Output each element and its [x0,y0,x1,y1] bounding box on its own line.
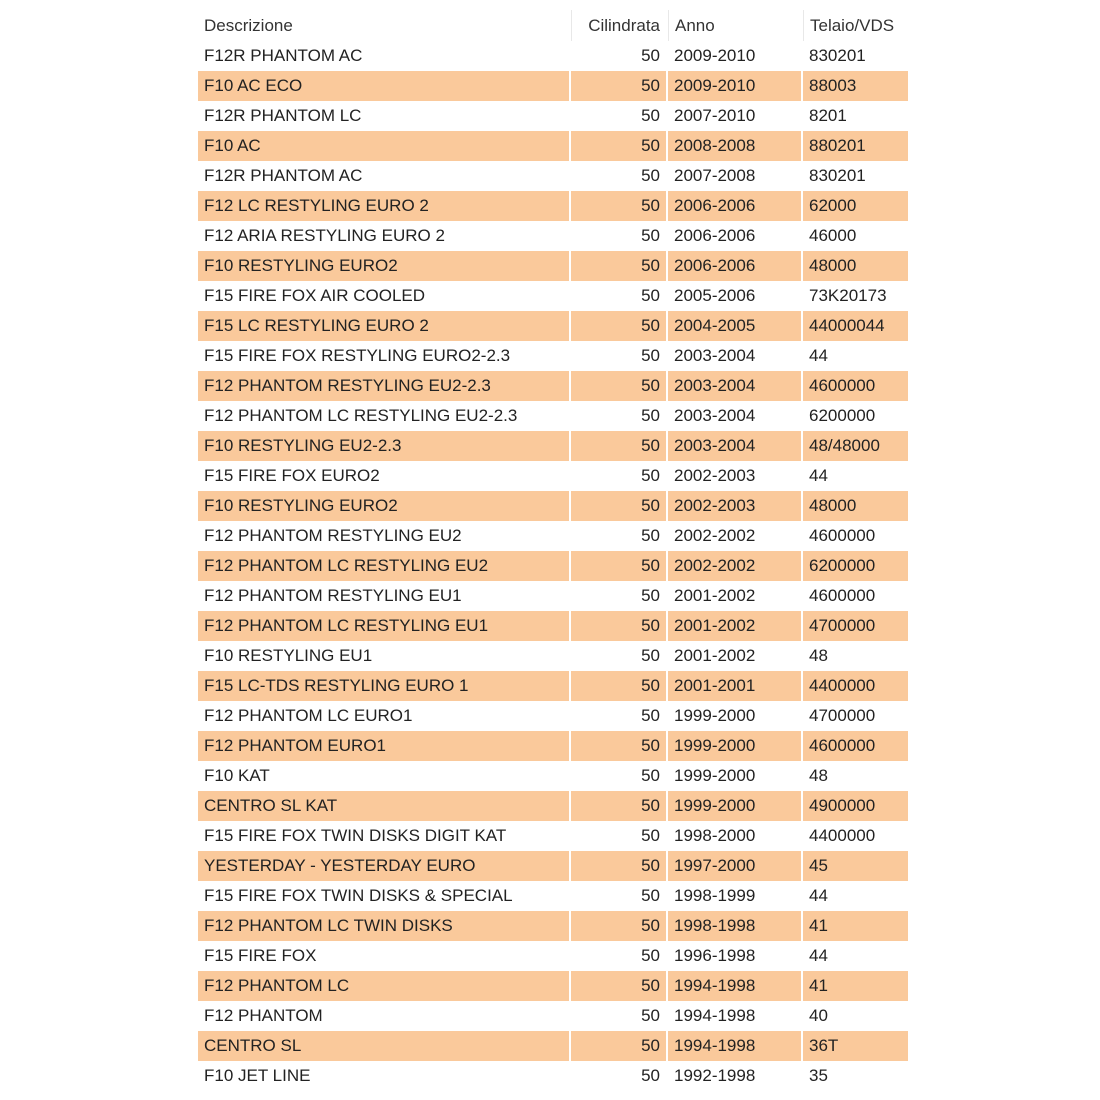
table-row[interactable] [198,731,908,761]
table-row[interactable] [198,491,908,521]
cell-telaio: 41 [803,911,908,941]
table-row[interactable] [198,161,908,191]
cell-descrizione: F15 FIRE FOX [204,946,317,965]
cell-descrizione: F10 KAT [204,766,270,785]
cell-cilindrata: 50 [641,826,660,845]
cell-telaio: 44000044 [803,311,908,341]
table-row[interactable] [198,191,908,221]
cell-anno: 1998-1998 [668,911,801,941]
cell-anno: 2001-2002 [674,646,756,665]
cell-cilindrata: 50 [641,166,660,185]
cell-descrizione: F12 PHANTOM EURO1 [198,731,569,761]
cell-descrizione: F12R PHANTOM AC [204,166,363,185]
cell-anno: 1996-1998 [674,946,756,965]
cell-cilindrata: 50 [571,671,666,701]
cell-cilindrata: 50 [641,886,660,905]
cell-telaio: 48/48000 [803,431,908,461]
column-header-telaio[interactable]: Telaio/VDS [803,10,908,41]
cell-cilindrata: 50 [571,71,666,101]
cell-cilindrata: 50 [571,791,666,821]
cell-cilindrata: 50 [641,46,660,65]
cell-telaio: 88003 [803,71,908,101]
table-row[interactable] [198,431,908,461]
cell-descrizione: F15 FIRE FOX RESTYLING EURO2-2.3 [204,346,511,365]
cell-telaio: 48000 [803,491,908,521]
cell-cilindrata: 50 [641,946,660,965]
cell-cilindrata: 50 [571,251,666,281]
cell-cilindrata: 50 [641,646,660,665]
cell-anno: 2002-2002 [674,526,756,545]
cell-cilindrata: 50 [571,431,666,461]
cell-anno: 1994-1998 [674,1006,756,1025]
table-row[interactable] [198,551,908,581]
cell-telaio: 830201 [809,46,866,65]
cell-cilindrata: 50 [641,346,660,365]
cell-anno: 2007-2008 [674,166,756,185]
table-row[interactable] [198,521,908,551]
cell-telaio: 44 [809,946,828,965]
cell-descrizione: F12 PHANTOM LC TWIN DISKS [198,911,569,941]
cell-descrizione: F15 LC RESTYLING EURO 2 [198,311,569,341]
table-row[interactable] [198,371,908,401]
cell-telaio: 8201 [809,106,847,125]
cell-telaio: 40 [809,1006,828,1025]
cell-anno: 2001-2001 [668,671,801,701]
cell-descrizione: F12 PHANTOM RESTYLING EU1 [204,586,462,605]
cell-anno: 1992-1998 [674,1066,756,1085]
cell-telaio: 73K20173 [809,286,887,305]
table-row[interactable] [198,131,908,161]
cell-telaio: 880201 [803,131,908,161]
cell-descrizione: F15 FIRE FOX TWIN DISKS & SPECIAL [204,886,513,905]
cell-telaio: 6200000 [803,551,908,581]
cell-cilindrata: 50 [571,371,666,401]
cell-descrizione: F12R PHANTOM AC [204,46,363,65]
cell-cilindrata: 50 [571,851,666,881]
table-row[interactable] [198,881,908,911]
cell-descrizione: F15 FIRE FOX AIR COOLED [204,286,426,305]
cell-anno: 2003-2004 [674,346,756,365]
cell-descrizione: F12 PHANTOM LC RESTYLING EU2-2.3 [204,406,518,425]
cell-telaio: 41 [803,971,908,1001]
cell-descrizione: F10 RESTYLING EURO2 [198,491,569,521]
cell-telaio: 36T [803,1031,908,1061]
cell-anno: 1999-2000 [674,706,756,725]
cell-anno: 1998-2000 [674,826,756,845]
cell-telaio: 48000 [803,251,908,281]
cell-descrizione: F12 PHANTOM [204,1006,323,1025]
cell-telaio: 4400000 [809,826,876,845]
models-table [196,10,910,1091]
cell-descrizione: F10 RESTYLING EURO2 [198,251,569,281]
cell-anno: 2006-2006 [674,226,756,245]
cell-anno: 1998-1999 [674,886,756,905]
cell-cilindrata: 50 [641,106,660,125]
cell-descrizione: F12R PHANTOM LC [204,106,362,125]
table-row[interactable] [198,581,908,611]
cell-cilindrata: 50 [641,526,660,545]
table-row[interactable] [198,401,908,431]
cell-cilindrata: 50 [571,1031,666,1061]
table-row[interactable] [198,1061,908,1091]
cell-anno: 2006-2006 [668,251,801,281]
cell-cilindrata: 50 [571,491,666,521]
cell-descrizione: CENTRO SL [198,1031,569,1061]
cell-cilindrata: 50 [571,131,666,161]
table-header [198,10,908,41]
cell-anno: 1999-2000 [674,766,756,785]
cell-anno: 1994-1998 [668,971,801,1001]
cell-telaio: 62000 [803,191,908,221]
cell-telaio: 45 [803,851,908,881]
cell-telaio: 4700000 [803,611,908,641]
cell-cilindrata: 50 [641,466,660,485]
cell-descrizione: F12 PHANTOM LC [198,971,569,1001]
cell-descrizione: F15 FIRE FOX TWIN DISKS DIGIT KAT [204,826,507,845]
cell-cilindrata: 50 [571,971,666,1001]
cell-cilindrata: 50 [641,226,660,245]
cell-descrizione: F10 RESTYLING EU1 [204,646,373,665]
cell-anno: 2009-2010 [674,46,756,65]
table-row[interactable] [198,71,908,101]
cell-anno: 2009-2010 [668,71,801,101]
cell-descrizione: F15 FIRE FOX EURO2 [204,466,380,485]
cell-descrizione: F12 ARIA RESTYLING EURO 2 [204,226,445,245]
cell-cilindrata: 50 [641,286,660,305]
table-row[interactable] [198,641,908,671]
cell-telaio: 48 [809,766,828,785]
table-row[interactable] [198,1031,908,1061]
cell-anno: 2003-2004 [668,431,801,461]
table-row[interactable] [198,671,908,701]
cell-telaio: 4600000 [809,526,876,545]
table-row[interactable] [198,941,908,971]
cell-telaio: 4900000 [803,791,908,821]
cell-anno: 2006-2006 [668,191,801,221]
table-row[interactable] [198,221,908,251]
cell-telaio: 6200000 [809,406,876,425]
table-row[interactable] [198,281,908,311]
cell-descrizione: F12 PHANTOM LC RESTYLING EU1 [198,611,569,641]
table-row[interactable] [198,311,908,341]
table-row[interactable] [198,41,908,71]
table-row[interactable] [198,461,908,491]
cell-anno: 2007-2010 [674,106,756,125]
cell-cilindrata: 50 [641,1006,660,1025]
table-row[interactable] [198,701,908,731]
cell-anno: 1999-2000 [668,731,801,761]
table-row[interactable] [198,821,908,851]
cell-cilindrata: 50 [641,766,660,785]
cell-descrizione: F12 PHANTOM LC EURO1 [204,706,413,725]
cell-cilindrata: 50 [571,611,666,641]
cell-anno: 2002-2003 [668,491,801,521]
table-row[interactable] [198,251,908,281]
table-row[interactable] [198,341,908,371]
cell-anno: 2003-2004 [674,406,756,425]
cell-descrizione: YESTERDAY - YESTERDAY EURO [198,851,569,881]
table-row[interactable] [198,611,908,641]
cell-cilindrata: 50 [641,406,660,425]
cell-telaio: 4600000 [803,371,908,401]
cell-anno: 2008-2008 [668,131,801,161]
cell-cilindrata: 50 [571,191,666,221]
cell-telaio: 46000 [809,226,857,245]
table-row[interactable] [198,761,908,791]
cell-descrizione: F12 PHANTOM RESTYLING EU2 [204,526,462,545]
cell-anno: 2001-2002 [668,611,801,641]
cell-anno: 2005-2006 [674,286,756,305]
cell-telaio: 35 [809,1066,828,1085]
cell-descrizione: F12 LC RESTYLING EURO 2 [198,191,569,221]
table-row[interactable] [198,911,908,941]
cell-anno: 2004-2005 [668,311,801,341]
cell-descrizione: F10 RESTYLING EU2-2.3 [198,431,569,461]
cell-cilindrata: 50 [571,911,666,941]
cell-descrizione: F10 AC [198,131,569,161]
cell-descrizione: F12 PHANTOM LC RESTYLING EU2 [198,551,569,581]
cell-cilindrata: 50 [571,551,666,581]
cell-descrizione: F10 AC ECO [198,71,569,101]
cell-telaio: 44 [809,886,828,905]
cell-cilindrata: 50 [571,731,666,761]
cell-telaio: 44 [809,346,828,365]
cell-descrizione: F15 LC-TDS RESTYLING EURO 1 [198,671,569,701]
cell-anno: 2002-2002 [668,551,801,581]
table-row[interactable] [198,851,908,881]
cell-anno: 2003-2004 [668,371,801,401]
cell-anno: 2001-2002 [674,586,756,605]
cell-anno: 1994-1998 [668,1031,801,1061]
cell-telaio: 48 [809,646,828,665]
cell-anno: 1999-2000 [668,791,801,821]
cell-telaio: 4700000 [809,706,876,725]
cell-telaio: 44 [809,466,828,485]
cell-telaio: 830201 [809,166,866,185]
cell-anno: 1997-2000 [668,851,801,881]
cell-cilindrata: 50 [641,1066,660,1085]
column-header-anno[interactable]: Anno [668,10,801,41]
table-row[interactable] [198,101,908,131]
column-header-descrizione[interactable]: Descrizione [204,15,293,35]
cell-telaio: 4400000 [803,671,908,701]
cell-descrizione: CENTRO SL KAT [198,791,569,821]
cell-descrizione: F12 PHANTOM RESTYLING EU2-2.3 [198,371,569,401]
cell-anno: 2002-2003 [674,466,756,485]
cell-cilindrata: 50 [641,586,660,605]
table-row[interactable] [198,971,908,1001]
cell-descrizione: F10 JET LINE [204,1066,311,1085]
cell-telaio: 4600000 [809,586,876,605]
table-row[interactable] [198,1001,908,1031]
column-header-cilindrata[interactable]: Cilindrata [571,10,666,41]
cell-telaio: 4600000 [803,731,908,761]
cell-cilindrata: 50 [571,311,666,341]
table-row[interactable] [198,791,908,821]
cell-cilindrata: 50 [641,706,660,725]
